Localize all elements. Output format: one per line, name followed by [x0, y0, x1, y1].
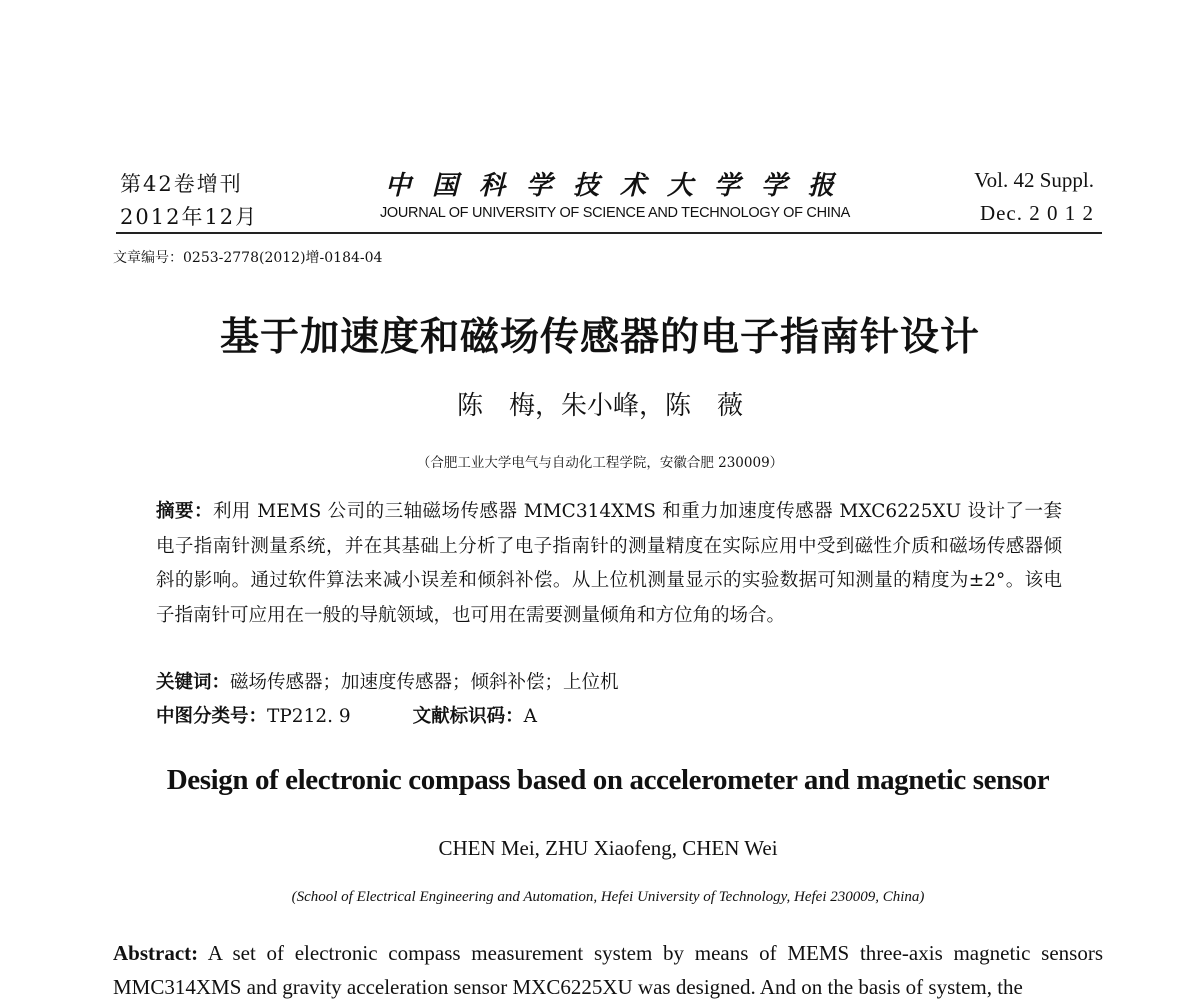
- authors-en: CHEN Mei, ZHU Xiaofeng, CHEN Wei: [438, 836, 778, 860]
- abstract-cn-text: 利用 MEMS 公司的三轴磁场传感器 MMC314XMS 和重力加速度传感器 MXC6225XU 设计了一套电子指南针测量系统，并在其基础上分析了电子指南针的测量精度在实际应用中受到磁性介质和磁场传感器倾斜的影响。通过软件算法来减小误差和倾斜补偿。从上位机测量显示的实验数据可知测量的精度为±2°。该电子指南针可应用在一般的导航领域，也可用在需要测量倾角和方位角的场合。: [156, 501, 1062, 626]
- header-rule: [116, 232, 1102, 234]
- classification: [156, 702, 537, 728]
- authors-cn: 陈 梅，朱小峰，陈 薇: [456, 391, 743, 421]
- volume-cn: 第42卷增刊: [120, 172, 243, 196]
- doc-code-value: A: [523, 706, 538, 727]
- affiliation-en: (School of Electrical Engineering and Automation, Hefei University of Technology, Hefei 230009, China): [291, 889, 925, 905]
- title-cn: 基于加速度和磁场传感器的电子指南针设计: [219, 315, 980, 360]
- keywords-cn-label: 关键词：: [156, 672, 231, 693]
- abstract-en-text: A set of electronic compass measurement system by means of MEMS three-axis magnetic sensors MMC314XMS and gravity acceleration sensor MXC6225XU was designed. And on the basis of system, the: [113, 941, 1104, 999]
- abstract-cn: [156, 495, 1062, 633]
- clc-label: 中图分类号：: [156, 706, 268, 727]
- journal-title-en: JOURNAL OF UNIVERSITY OF SCIENCE AND TECHNOLOGY OF CHINA: [379, 205, 851, 221]
- abstract-en: [113, 936, 1103, 1004]
- keywords-cn: [156, 668, 619, 694]
- date-en: Dec. 2 0 1 2: [979, 201, 1094, 225]
- date-cn: 2012年12月: [120, 205, 259, 229]
- keywords-cn-text: 磁场传感器；加速度传感器；倾斜补偿；上位机: [230, 672, 619, 693]
- abstract-cn-label: 摘要：: [156, 501, 213, 522]
- clc-value: TP212. 9: [267, 706, 351, 727]
- journal-title-cn: 中国科学技术大学学报: [384, 171, 855, 201]
- article-number: 文章编号：0253-2778(2012)增-0184-04: [113, 250, 383, 266]
- doc-code-label: 文献标识码：: [412, 706, 524, 727]
- title-en: Design of electronic compass based on accelerometer and magnetic sensor: [166, 764, 1050, 796]
- abstract-en-label: Abstract:: [113, 941, 199, 965]
- affiliation-cn: （合肥工业大学电气与自动化工程学院，安徽合肥 230009）: [416, 455, 784, 471]
- volume-en: Vol. 42 Suppl.: [974, 168, 1094, 192]
